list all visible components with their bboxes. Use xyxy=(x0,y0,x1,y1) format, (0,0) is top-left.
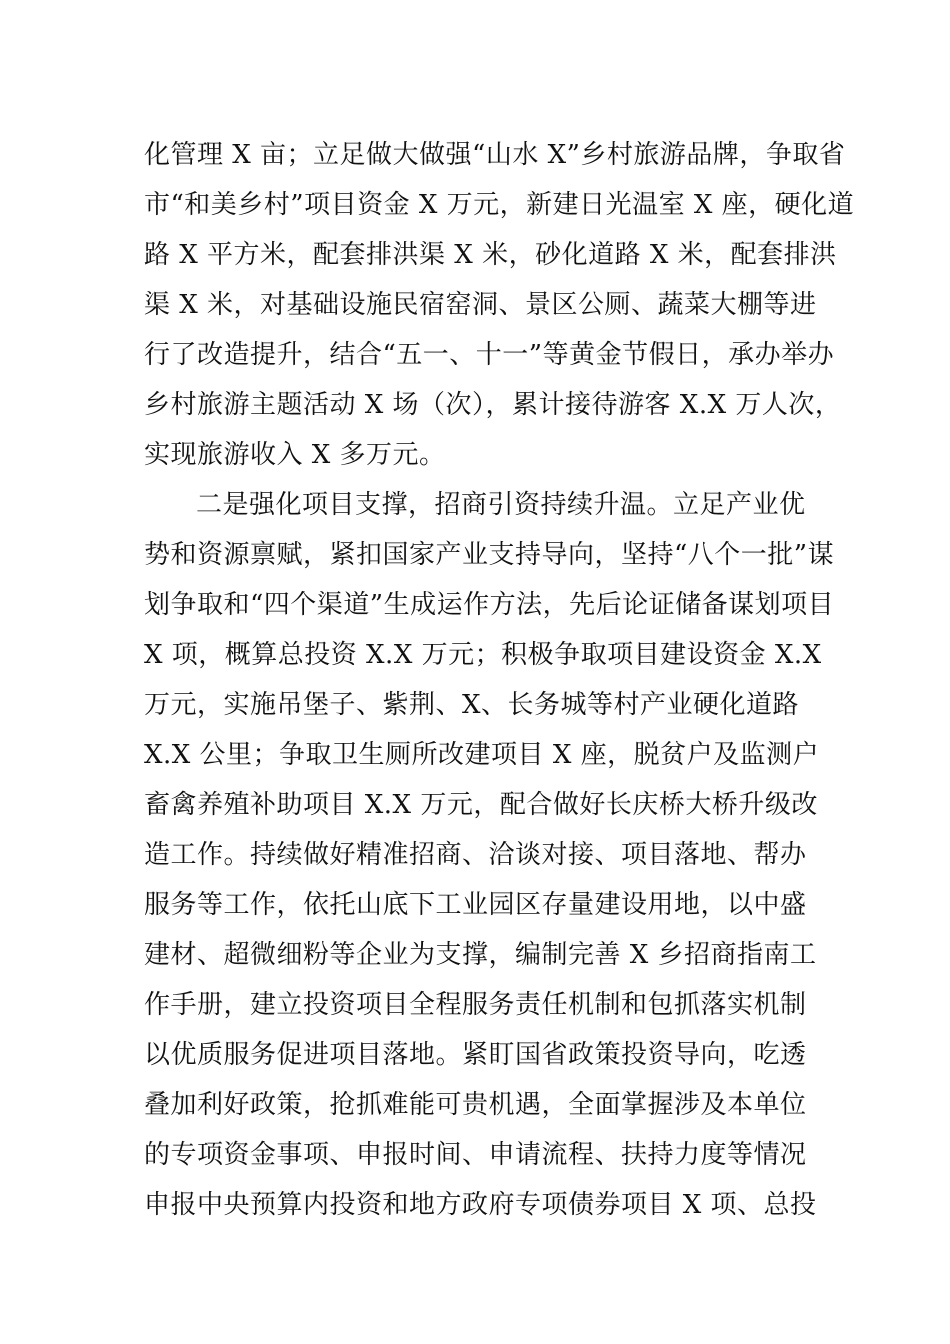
paragraph-project-support xyxy=(144,480,834,1230)
paragraph-tourism xyxy=(144,130,855,480)
text-line: 市“和美乡村”项目资金 X 万元，新建日光温室 X 座，硬化道 xyxy=(144,190,855,220)
text-line: 实现旅游收入 X 多万元。 xyxy=(144,440,446,470)
text-line: X.X 公里；争取卫生厕所改建项目 X 座，脱贫户及监测户 xyxy=(144,740,820,770)
text-line: 造工作。持续做好精准招商、洽谈对接、项目落地、帮办 xyxy=(144,840,807,870)
text-line: 以优质服务促进项目落地。紧盯国省政策投资导向，吃透 xyxy=(144,1040,807,1070)
text-line: 万元，实施吊堡子、紫荆、X、长务城等村产业硬化道路 xyxy=(144,690,800,720)
text-line: 行了改造提升，结合“五一、十一”等黄金节假日，承办举办 xyxy=(144,340,835,370)
paragraph-first-line: 二是强化项目支撑，招商引资持续升温。立足产业优 xyxy=(196,490,806,520)
text-line: 的专项资金事项、申报时间、申请流程、扶持力度等情况 xyxy=(144,1140,807,1170)
text-line: 作手册，建立投资项目全程服务责任机制和包抓落实机制 xyxy=(144,990,807,1020)
text-line: 申报中央预算内投资和地方政府专项债券项目 X 项、总投 xyxy=(144,1190,817,1220)
text-line: 划争取和“四个渠道”生成运作方法，先后论证储备谋划项目 xyxy=(144,590,835,620)
text-line: 渠 X 米，对基础设施民宿窑洞、景区公厕、蔬菜大棚等进 xyxy=(144,290,817,320)
text-line: 叠加利好政策，抢抓难能可贵机遇，全面掌握涉及本单位 xyxy=(144,1090,807,1120)
text-line: 服务等工作，依托山底下工业园区存量建设用地，以中盛 xyxy=(144,890,807,920)
text-line: X 项，概算总投资 X.X 万元；积极争取项目建设资金 X.X xyxy=(144,640,822,670)
text-line: 乡村旅游主题活动 X 场（次），累计接待游客 X.X 万人次， xyxy=(144,390,842,420)
text-line: 化管理 X 亩；立足做大做强“山水 X”乡村旅游品牌，争取省 xyxy=(144,140,846,170)
text-line: 建材、超微细粉等企业为支撑，编制完善 X 乡招商指南工 xyxy=(144,940,817,970)
text-line: 畜禽养殖补助项目 X.X 万元，配合做好长庆桥大桥升级改 xyxy=(144,790,818,820)
document-body xyxy=(144,130,855,1230)
text-line: 路 X 平方米，配套排洪渠 X 米，砂化道路 X 米，配套排洪 xyxy=(144,240,837,270)
text-line: 势和资源禀赋，紧扣国家产业支持导向，坚持“八个一批”谋 xyxy=(144,540,835,570)
